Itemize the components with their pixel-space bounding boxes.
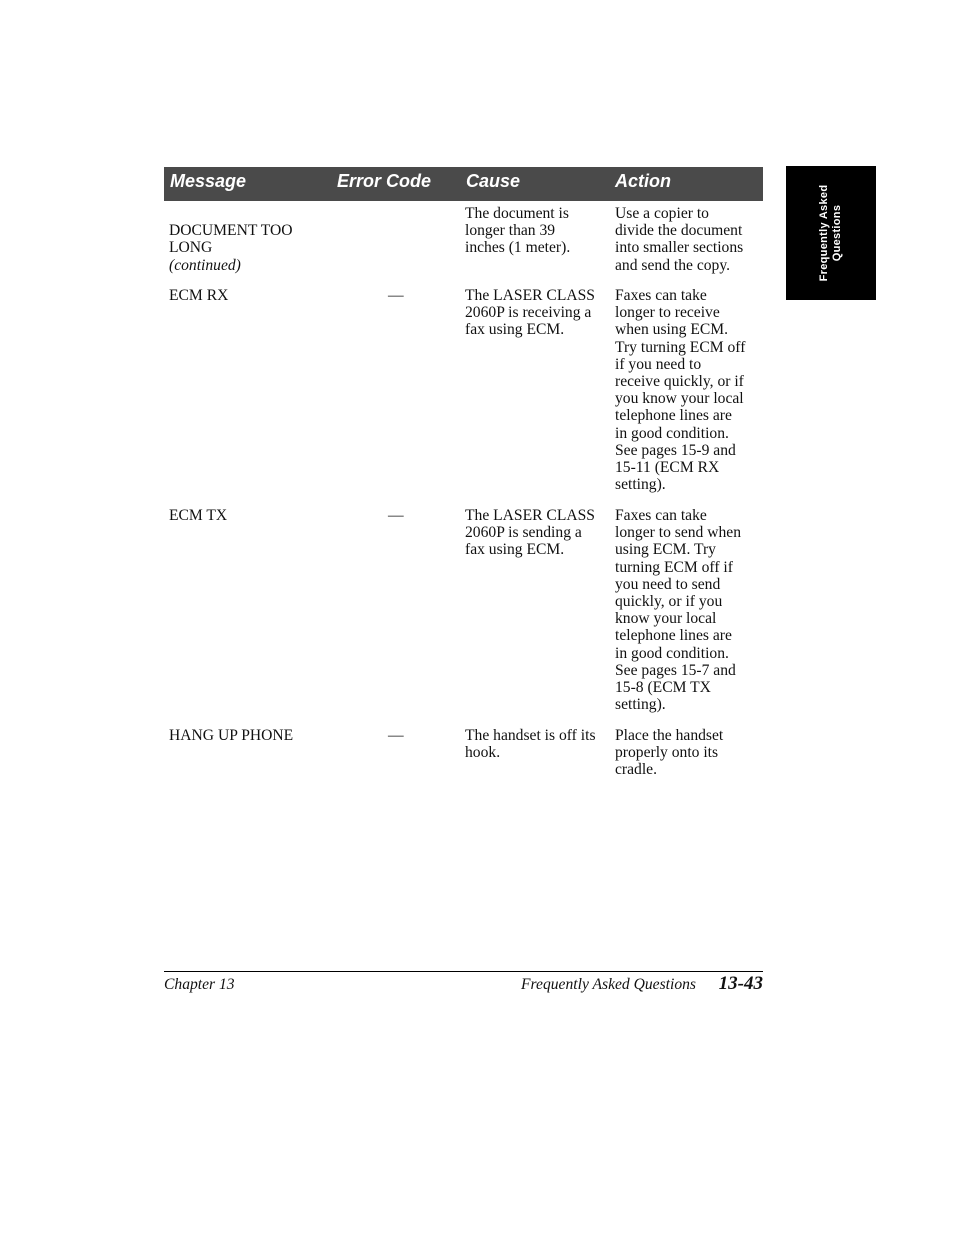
header-message: Message [170, 171, 247, 191]
continued-note: (continued) [169, 256, 241, 274]
row-message: HANG UP PHONE [169, 727, 294, 744]
page-number: 13-43 [718, 973, 763, 994]
row-message: ECM TX [169, 507, 228, 524]
section-side-tab [786, 166, 876, 300]
row-message [169, 205, 292, 291]
table-header [164, 167, 763, 201]
message-text: DOCUMENT TOO LONG [169, 222, 293, 257]
footer-chapter: Chapter 13 [164, 976, 235, 993]
row-error-code: — [388, 727, 404, 744]
footer-section-title: Frequently Asked Questions [521, 976, 696, 993]
row-action: Faxes can take longer to receive when using ECM. Try turning ECM off if you need to receive quickly, or if you know your local telephone lines are in good condition. See pages 15-9 and 15-11 (ECM RX setting). [615, 287, 746, 494]
side-tab-label: Frequently Asked Questions [818, 184, 843, 282]
row-cause: The LASER CLASS 2060P is receiving a fax using ECM. [465, 287, 595, 339]
footer-rule [164, 971, 763, 972]
row-cause: The handset is off its hook. [465, 727, 596, 762]
row-action: Faxes can take longer to send when using ECM. Try turning ECM off if you need to send quickly, or if you know your local telephone lines are in good condition. See pages 15-7 and 15-8 (ECM TX setting). [615, 507, 742, 714]
row-error-code: — [388, 287, 404, 304]
header-action: Action [615, 171, 671, 191]
row-cause: The LASER CLASS 2060P is sending a fax using ECM. [465, 507, 595, 559]
header-cause: Cause [466, 171, 521, 191]
row-action: Place the handset properly onto its cradle. [615, 727, 724, 779]
header-error-code: Error Code [337, 171, 432, 191]
row-message: ECM RX [169, 287, 229, 304]
row-cause: The document is longer than 39 inches (1 meter). [465, 205, 571, 257]
row-action: Use a copier to divide the document into smaller sections and send the copy. [615, 205, 744, 274]
row-error-code: — [388, 507, 404, 524]
